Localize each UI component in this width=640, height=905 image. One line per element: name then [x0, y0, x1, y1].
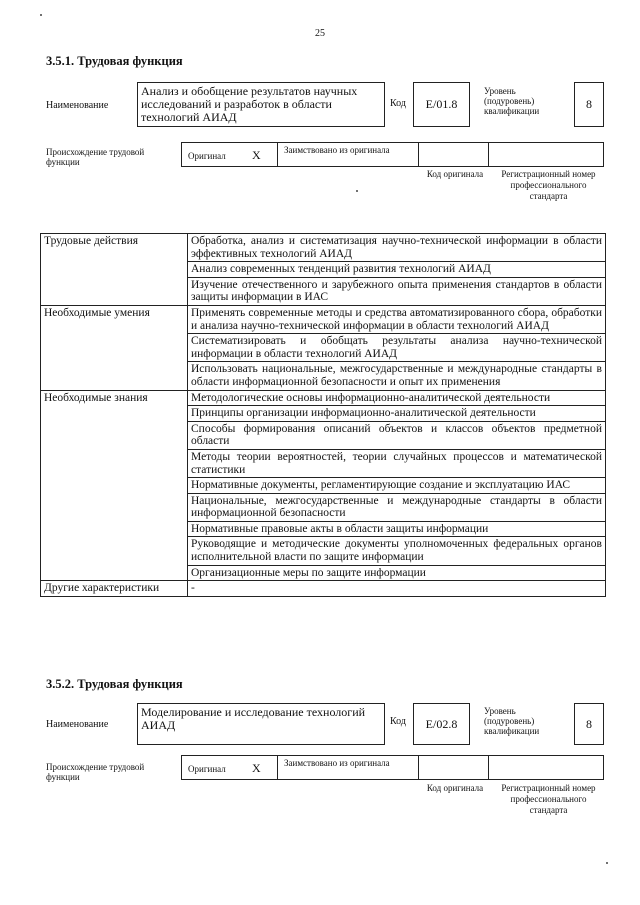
table-row: Методы теории вероятностей, теории случайных процессов и математической статистики	[188, 449, 606, 477]
group-label-knowledge: Необходимые знания	[41, 390, 188, 581]
other-value: -	[188, 581, 606, 597]
level-label-2: Уровень (подуровень) квалификации	[484, 706, 540, 736]
origin-row-1	[181, 142, 604, 167]
name-label-2: Наименование	[46, 719, 109, 730]
original-cell	[182, 756, 278, 779]
code-original-caption-2: Код оригинала	[426, 783, 484, 793]
page-number: 25	[315, 28, 325, 39]
code-label-1: Код	[390, 98, 406, 109]
scan-speck	[356, 190, 358, 192]
original-cell	[182, 143, 278, 166]
table-row: Руководящие и методические документы уполномоченных федеральных органов исполнительной власти по защите информации	[188, 537, 606, 565]
table-row: Способы формирования описаний объектов и классов объектов предметной области	[188, 421, 606, 449]
original-label: Оригинал	[188, 764, 226, 774]
requirements-table	[40, 233, 606, 597]
reg-number-caption-2: Регистрационный номер профессионального стандарта	[501, 783, 596, 815]
code-label-2: Код	[390, 716, 406, 727]
borrowed-cell	[278, 143, 419, 166]
code-value-2: E/02.8	[413, 703, 470, 745]
borrowed-label: Заимствовано из оригинала	[284, 758, 390, 768]
origin-label-2: Происхождение трудовой функции	[46, 762, 145, 782]
name-label-1: Наименование	[46, 100, 109, 111]
table-row: Нормативные документы, регламентирующие создание и эксплуатацию ИАС	[188, 478, 606, 494]
level-label-1: Уровень (подуровень) квалификации	[484, 86, 540, 116]
original-mark: X	[252, 761, 261, 775]
origin-row-2	[181, 755, 604, 780]
table-row: Использовать национальные, межгосударственные и международные стандарты в области информационной безопасности и опыт их применения	[188, 362, 606, 390]
table-row: Национальные, межгосударственные и международные стандарты в области информационной безопасности	[188, 493, 606, 521]
other-label: Другие характеристики	[41, 581, 188, 597]
group-label-skills: Необходимые умения	[41, 305, 188, 390]
group-label-actions: Трудовые действия	[41, 234, 188, 306]
scan-speck	[606, 862, 608, 864]
table-row: Применять современные методы и средства автоматизированного сбора, обработки и анализа научно-технической информации в области технологий АИАД	[188, 305, 606, 333]
code-original-caption-1: Код оригинала	[426, 169, 484, 179]
original-mark: X	[252, 148, 261, 162]
code-original-cell	[419, 756, 489, 779]
borrowed-label: Заимствовано из оригинала	[284, 145, 390, 155]
table-row: Обработка, анализ и систематизация научно-технической информации в области эффективных технологий АИАД	[188, 234, 606, 262]
section-title-1: 3.5.1. Трудовая функция	[46, 54, 183, 68]
scan-speck	[40, 14, 42, 16]
table-row: Систематизировать и обобщать результаты анализа научно-технической информации в области технологий АИАД	[188, 334, 606, 362]
table-row: Методологические основы информационно-аналитической деятельности	[188, 390, 606, 406]
table-row: Организационные меры по защите информации	[188, 565, 606, 581]
table-row: Нормативные правовые акты в области защиты информации	[188, 521, 606, 537]
table-row: Анализ современных тенденций развития технологий АИАД	[188, 262, 606, 278]
original-label: Оригинал	[188, 151, 226, 161]
reg-number-cell	[489, 756, 603, 779]
name-value-1: Анализ и обобщение результатов научных исследований и разработок в области технологий АИАД	[137, 82, 385, 127]
origin-label-1: Происхождение трудовой функции	[46, 147, 145, 167]
level-value-2: 8	[574, 703, 604, 745]
name-value-2: Моделирование и исследование технологий АИАД	[137, 703, 385, 745]
reg-number-caption-1: Регистрационный номер профессионального стандарта	[501, 169, 596, 201]
level-value-1: 8	[574, 82, 604, 127]
code-value-1: E/01.8	[413, 82, 470, 127]
borrowed-cell	[278, 756, 419, 779]
section-title-2: 3.5.2. Трудовая функция	[46, 677, 183, 691]
code-original-cell	[419, 143, 489, 166]
table-row: Изучение отечественного и зарубежного опыта применения стандартов в области защиты информации в ИАС	[188, 277, 606, 305]
table-row: Принципы организации информационно-аналитической деятельности	[188, 406, 606, 422]
reg-number-cell	[489, 143, 603, 166]
